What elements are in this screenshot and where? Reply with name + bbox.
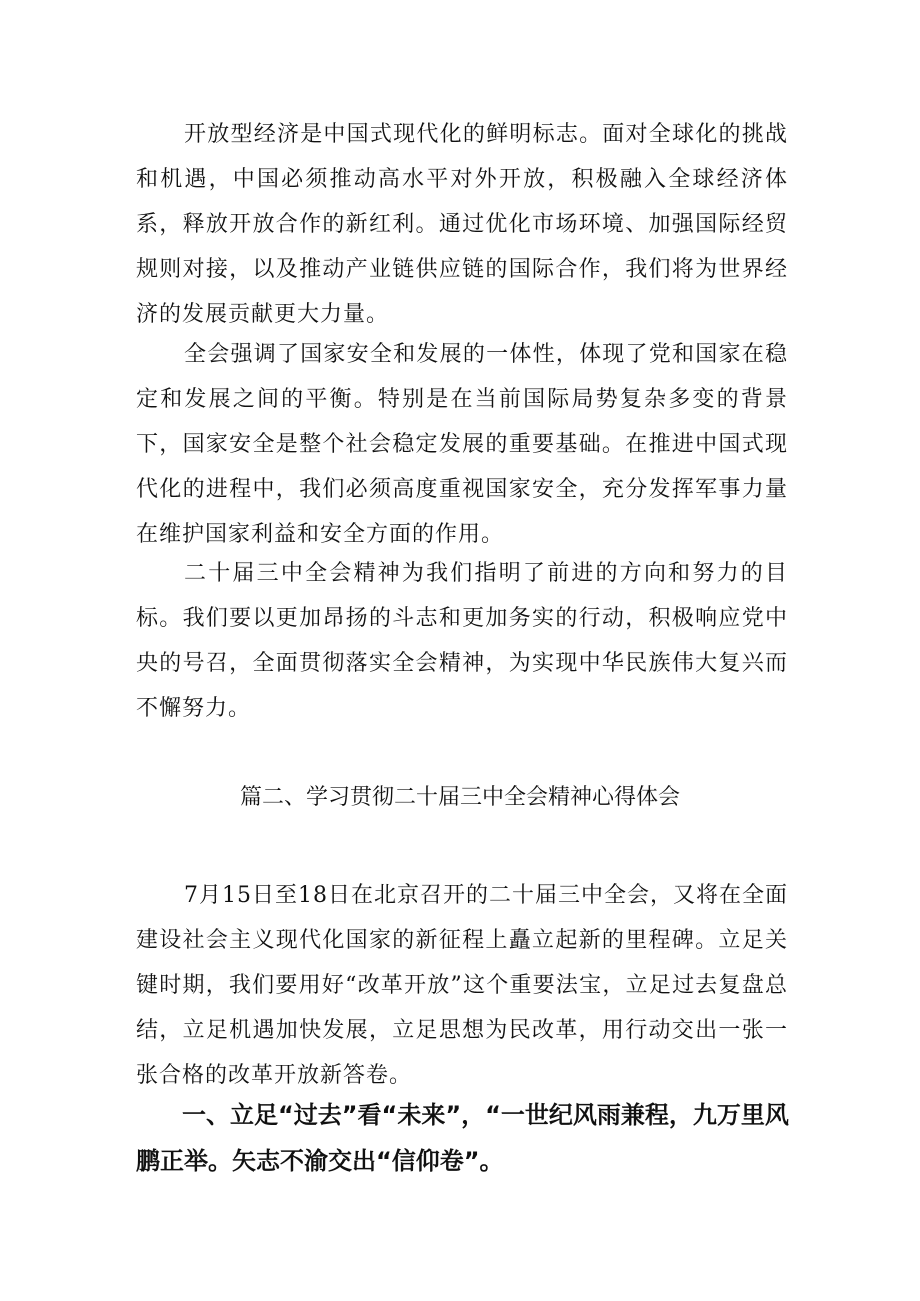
paragraph-plenary-spirit: 二十届三中全会精神为我们指明了前进的方向和努力的目标。我们要以更加昂扬的斗志和更加务实的行动，积极响应党中央的号召，全面贯彻落实全会精神，为实现中华民族伟大复兴而不懈努力。 — [136, 561, 788, 721]
section-heading: 篇二、学习贯彻二十届三中全会精神心得体会 — [239, 785, 680, 810]
subsection-heading: 一、立足“过去”看“未来”，“一世纪风雨兼程，九万里风鹏正举。矢志不渝交出“信仰卷”。 — [136, 1101, 789, 1175]
paragraph-open-economy: 开放型经济是中国式现代化的鲜明标志。面对全球化的挑战和机遇，中国必须推动高水平对外开放，积极融入全球经济体系，释放开放合作的新红利。通过优化市场环境、加强国际经贸规则对接，以及推动产业链供应链的国际合作，我们将为世界经济的发展贡献更大力量。 — [136, 122, 788, 327]
paragraph-section-intro: 7月15日至18日在北京召开的二十届三中全会，又将在全面建设社会主义现代化国家的新征程上矗立起新的里程碑。立足关键时期，我们要用好“改革开放”这个重要法宝，立足过去复盘总结，立足机遇加快发展，立足思想为民改革，用行动交出一张一张合格的改革开放新答卷。 — [136, 883, 788, 1088]
paragraph-national-security: 全会强调了国家安全和发展的一体性，体现了党和国家在稳定和发展之间的平衡。特别是在当前国际局势复杂多变的背景下，国家安全是整个社会稳定发展的重要基础。在推进中国式现代化的进程中，我们必须高度重视国家安全，充分发挥军事力量在维护国家利益和安全方面的作用。 — [136, 342, 788, 547]
